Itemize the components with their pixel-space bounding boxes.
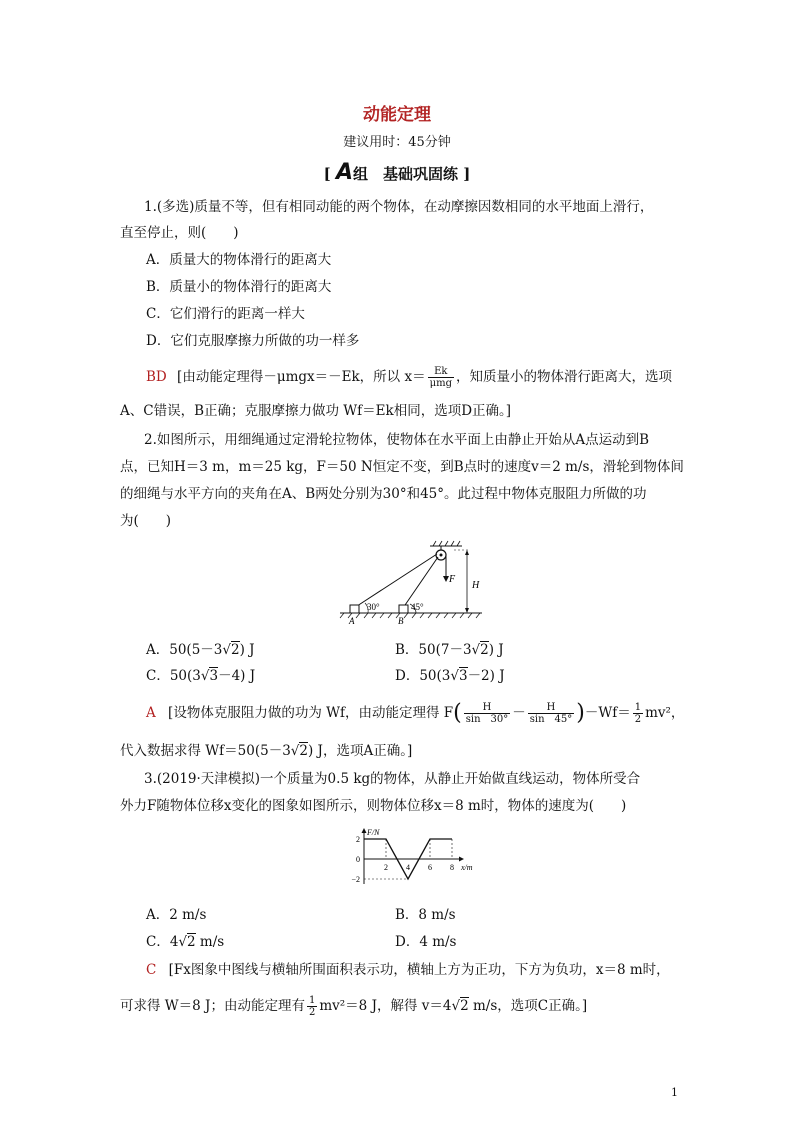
y-tick-label: −2 — [351, 875, 360, 884]
bracket-right: ] — [458, 165, 471, 183]
q2-explanation-line2: 代入数据求得 Wf＝50(5－3√2) J，选项A正确。] — [120, 743, 413, 759]
q3-explanation-line2: 可求得 W＝8 J；由动能定理有 $\frac{1}{2}$ mv²＝8 J，解得 v＝4√2 m/s，选项C正确。] — [120, 995, 588, 1018]
block-B — [399, 605, 408, 613]
x-tick-label: 6 — [428, 863, 432, 872]
q3-option-c: C．4√2 m/s — [146, 934, 225, 950]
q1-option-a: A．质量大的物体滑行的距离大 — [146, 252, 332, 268]
y-tick-label: 0 — [356, 855, 360, 864]
q1-option-b: B．质量小的物体滑行的距离大 — [146, 279, 332, 295]
rope-to-A — [354, 554, 437, 608]
q3-answer: C — [146, 962, 157, 978]
block-A — [350, 605, 359, 613]
h-arrow-bottom — [465, 608, 469, 613]
q3-option-d: D．4 m/s — [395, 934, 457, 950]
q3-option-a: A．2 m/s — [146, 907, 207, 923]
q1-answer: BD — [146, 369, 167, 385]
q2-option-c: C．50(3√3－4) J — [146, 668, 256, 684]
ground-hatch — [340, 613, 480, 618]
q2-stem-line4: 为( ) — [120, 513, 172, 529]
group-letter: A — [335, 160, 353, 185]
suggested-time: 建议用时：45分钟 — [343, 135, 451, 150]
q1-stem-line2: 直至停止，则( ) — [120, 225, 239, 241]
q1-option-d: D．它们克服摩擦力所做的功一样多 — [146, 333, 360, 349]
q1-option-c: C．它们滑行的距离一样大 — [146, 306, 305, 322]
force-displacement-chart — [338, 822, 478, 892]
label-B: B — [398, 616, 404, 626]
q2-option-d: D．50(3√3－2) J — [395, 668, 505, 684]
page-number: 1 — [671, 1086, 678, 1099]
q2-option-a: A．50(5－3√2) J — [146, 642, 255, 658]
q3-explanation-line1: C [Fx图象中图线与横轴所围面积表示功，横轴上方为正功，下方为负功，x＝8 m时， — [146, 962, 670, 978]
q2-explanation-line1: A [设物体克服阻力做的功为 Wf，由动能定理得 F( $\frac{H}{\sin 30^\circ}$ － $\frac{H}{\sin 45^\circ}$ )－Wf＝ $\frac{1}{2}$ mv²， — [146, 700, 685, 726]
y-tick-label: 2 — [356, 835, 360, 844]
q3-stem-line2: 外力F随物体位移x变化的图象如图所示，则物体位移x＝8 m时，物体的速度为( ) — [120, 798, 627, 814]
angle-A-label: 30° — [367, 602, 380, 612]
q2-stem-line2: 点，已知H＝3 m，m＝25 kg，F＝50 N恒定不变，到B点时的速度v＝2 m/s，滑轮到物体间 — [120, 459, 684, 475]
q2-stem-line1: 2.如图所示，用细绳通过定滑轮拉物体，使物体在水平面上由静止开始从A点运动到B — [144, 432, 650, 448]
group-label: 组 基础巩固练 — [353, 165, 459, 183]
q2-option-b: B．50(7－3√2) J — [395, 642, 504, 658]
q3-stem-line1: 3.(2019·天津模拟)一个质量为0.5 kg的物体，从静止开始做直线运动，物体所受合 — [144, 771, 641, 787]
q3-option-b: B．8 m/s — [395, 907, 456, 923]
x-tick-label: 8 — [450, 863, 454, 872]
q1-fraction: $\frac{Ek}{\text{μmg}}$ — [429, 366, 452, 389]
pulley-diagram — [330, 540, 490, 630]
label-A: A — [349, 616, 355, 626]
label-F: F — [449, 574, 456, 585]
q1-explanation-line2: A、C错误，B正确；克服摩擦力做功 Wf＝Ek相同，选项D正确。] — [120, 403, 512, 419]
x-axis-arrow — [459, 857, 464, 862]
angle-B-label: 45° — [411, 602, 424, 612]
q2-answer: A — [146, 705, 156, 721]
x-tick-label: 4 — [406, 863, 410, 872]
y-axis-arrow — [362, 828, 367, 833]
bracket-left: [ — [323, 165, 336, 183]
page-title: 动能定理 — [363, 105, 431, 125]
label-H: H — [472, 580, 480, 591]
x-axis-label: x/m — [461, 863, 473, 872]
ceiling-hatch — [433, 541, 460, 546]
q1-explanation-line1: BD [由动能定理得－μmgx＝－Ek，所以 x＝ $\frac{Ek}{\text{μmg}}$ ，知质量小的物体滑行距离大，选项 — [146, 366, 672, 389]
h-arrow-top — [465, 550, 469, 555]
group-heading — [0, 160, 794, 185]
y-axis-label: F/N — [367, 828, 380, 837]
pulley-axle — [440, 554, 443, 557]
q2-stem-line3: 的细绳与水平方向的夹角在A、B两处分别为30°和45°。此过程中物体克服阻力所做的功 — [120, 486, 647, 502]
x-tick-label: 2 — [384, 863, 388, 872]
q1-stem-line1: 1.(多选)质量不等，但有相同动能的两个物体，在动摩擦因数相同的水平地面上滑行， — [144, 199, 654, 215]
